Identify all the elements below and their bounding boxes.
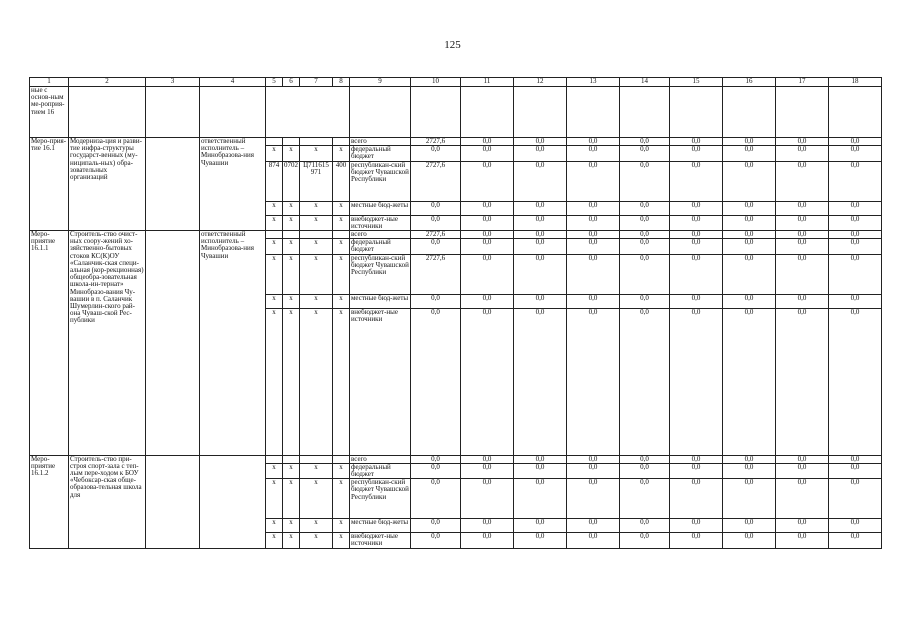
funding-source: всего	[350, 138, 411, 146]
amount-cell: 0,0	[567, 519, 620, 533]
amount-cell: 0,0	[776, 294, 829, 308]
budget-code-cell: x	[266, 239, 283, 254]
table-row	[30, 138, 882, 146]
amount-cell: 0,0	[723, 161, 776, 201]
page-number: 125	[444, 39, 461, 51]
amount-cell: 0,0	[829, 215, 882, 230]
budget-code-cell: 0702	[283, 161, 300, 201]
budget-code-cell: x	[283, 479, 300, 519]
amount-cell: 0,0	[723, 463, 776, 478]
budget-code-cell: x	[300, 239, 333, 254]
budget-code-cell: x	[300, 254, 333, 294]
amount-cell: 0,0	[670, 455, 723, 463]
amount-cell: 0,0	[723, 201, 776, 215]
responsible-executor: ответственный исполнитель – Минобразова-ния Чувашии	[200, 138, 266, 231]
header-cell: 14	[620, 78, 670, 87]
amount-cell: 0,0	[829, 146, 882, 161]
amount-cell: 0,0	[829, 138, 882, 146]
budget-code-cell: x	[266, 215, 283, 230]
amount-cell: 0,0	[776, 455, 829, 463]
amount-cell: 0,0	[670, 231, 723, 239]
amount-cell: 0,0	[670, 161, 723, 201]
amount-cell: 0,0	[620, 239, 670, 254]
funding-source: федеральный бюджет	[350, 463, 411, 478]
amount-cell: 0,0	[829, 201, 882, 215]
measure-name: Меро-приятие 16.1.2	[30, 455, 69, 549]
amount-cell: 0,0	[723, 308, 776, 455]
empty-cell	[350, 87, 411, 138]
budget-code-cell: x	[333, 479, 350, 519]
amount-cell: 0,0	[411, 463, 461, 478]
budget-code-cell: Ц711615 971	[300, 161, 333, 201]
amount-cell: 0,0	[411, 479, 461, 519]
budget-code-cell: x	[333, 254, 350, 294]
budget-code-cell: x	[300, 215, 333, 230]
amount-cell: 2727,6	[411, 254, 461, 294]
amount-cell: 0,0	[670, 201, 723, 215]
budget-code-cell: x	[266, 463, 283, 478]
funding-source: местные бюд-жеты	[350, 519, 411, 533]
amount-cell: 0,0	[776, 463, 829, 478]
amount-cell: 0,0	[514, 463, 567, 478]
budget-code-cell: x	[300, 201, 333, 215]
budget-code-cell: x	[283, 201, 300, 215]
budget-code-cell: x	[300, 519, 333, 533]
amount-cell: 0,0	[829, 231, 882, 239]
continuation-row	[30, 87, 882, 138]
budget-code-cell	[266, 138, 283, 146]
amount-cell: 0,0	[670, 138, 723, 146]
budget-code-cell: x	[333, 146, 350, 161]
budget-code-cell: x	[283, 215, 300, 230]
budget-code-cell: x	[333, 239, 350, 254]
amount-cell: 2727,6	[411, 231, 461, 239]
budget-code-cell	[333, 138, 350, 146]
measure-description: Строитель-ство очист-ных соору-жений хо-зяйственно-бытовых стоков КС(К)ОУ «Саланчик-ская специ-альная (кор-рекционная) общеобра-зовательная школа-ин-тернат» Минобразо-вания Чу-вашии в п. Саланчик Шумерлин-ского рай-она Чуваш-ской Рес-публики	[69, 231, 146, 456]
amount-cell: 0,0	[776, 138, 829, 146]
empty-cell	[69, 87, 146, 138]
budget-code-cell: x	[333, 294, 350, 308]
amount-cell: 0,0	[411, 533, 461, 549]
amount-cell: 0,0	[620, 479, 670, 519]
budget-code-cell	[283, 455, 300, 463]
amount-cell: 0,0	[461, 215, 514, 230]
funding-source: республикан-ский бюджет Чувашской Республики	[350, 161, 411, 201]
budget-code-cell: x	[300, 479, 333, 519]
funding-source: федеральный бюджет	[350, 239, 411, 254]
budget-code-cell: x	[283, 239, 300, 254]
amount-cell: 0,0	[411, 294, 461, 308]
amount-cell: 0,0	[514, 138, 567, 146]
amount-cell: 0,0	[411, 519, 461, 533]
header-cell: 12	[514, 78, 567, 87]
amount-cell: 0,0	[829, 161, 882, 201]
amount-cell: 0,0	[620, 146, 670, 161]
amount-cell: 0,0	[514, 231, 567, 239]
amount-cell: 0,0	[461, 201, 514, 215]
budget-code-cell: x	[333, 463, 350, 478]
budget-code-cell: x	[283, 146, 300, 161]
budget-code-cell: x	[266, 519, 283, 533]
amount-cell: 0,0	[829, 294, 882, 308]
co-executor-cell	[146, 455, 200, 549]
amount-cell: 0,0	[411, 455, 461, 463]
amount-cell: 0,0	[776, 215, 829, 230]
amount-cell: 0,0	[620, 201, 670, 215]
budget-code-cell: 874	[266, 161, 283, 201]
funding-source: республикан-ский бюджет Чувашской Республики	[350, 254, 411, 294]
amount-cell: 0,0	[620, 294, 670, 308]
amount-cell: 0,0	[567, 308, 620, 455]
budget-code-cell: x	[266, 533, 283, 549]
header-cell: 6	[283, 78, 300, 87]
amount-cell: 0,0	[461, 479, 514, 519]
amount-cell: 0,0	[829, 463, 882, 478]
amount-cell: 0,0	[829, 254, 882, 294]
budget-code-cell: x	[283, 254, 300, 294]
amount-cell: 0,0	[411, 146, 461, 161]
continuation-label: ные с основ-ным ме-роприя-тием 16	[30, 87, 69, 138]
amount-cell: 0,0	[461, 294, 514, 308]
empty-cell	[266, 87, 350, 138]
amount-cell: 0,0	[776, 254, 829, 294]
amount-cell: 0,0	[567, 479, 620, 519]
amount-cell: 0,0	[670, 215, 723, 230]
measure-name: Меро-приятие 16.1.1	[30, 231, 69, 456]
amount-cell: 0,0	[670, 479, 723, 519]
amount-cell: 0,0	[670, 463, 723, 478]
budget-code-cell	[333, 455, 350, 463]
amount-cell: 0,0	[567, 455, 620, 463]
amount-cell: 0,0	[776, 231, 829, 239]
amount-cell: 0,0	[620, 215, 670, 230]
amount-cell: 0,0	[411, 215, 461, 230]
budget-code-cell: 400	[333, 161, 350, 201]
amount-cell: 0,0	[723, 455, 776, 463]
amount-cell: 0,0	[567, 215, 620, 230]
table-row	[30, 231, 882, 239]
amount-cell: 0,0	[776, 479, 829, 519]
amount-cell: 0,0	[776, 161, 829, 201]
header-cell: 13	[567, 78, 620, 87]
header-cell: 3	[146, 78, 200, 87]
funding-source: всего	[350, 231, 411, 239]
budget-code-cell: x	[266, 146, 283, 161]
amount-cell: 0,0	[670, 254, 723, 294]
amount-cell: 0,0	[620, 455, 670, 463]
amount-cell: 0,0	[514, 294, 567, 308]
empty-cell	[146, 87, 200, 138]
amount-cell: 0,0	[829, 533, 882, 549]
measure-name: Меро-прия-тие 16.1	[30, 138, 69, 231]
amount-cell: 0,0	[514, 239, 567, 254]
header-cell: 1	[30, 78, 69, 87]
amount-cell: 0,0	[829, 239, 882, 254]
amount-cell: 0,0	[461, 455, 514, 463]
amount-cell: 0,0	[620, 519, 670, 533]
funding-source: местные бюд-жеты	[350, 294, 411, 308]
empty-cell	[200, 87, 266, 138]
amount-cell: 0,0	[567, 146, 620, 161]
amount-cell: 0,0	[620, 308, 670, 455]
amount-cell: 0,0	[567, 254, 620, 294]
amount-cell: 0,0	[461, 231, 514, 239]
budget-code-cell: x	[266, 201, 283, 215]
amount-cell: 0,0	[723, 533, 776, 549]
amount-cell: 0,0	[567, 138, 620, 146]
header-cell: 10	[411, 78, 461, 87]
amount-cell: 0,0	[514, 161, 567, 201]
amount-cell: 0,0	[514, 533, 567, 549]
empty-cell	[723, 87, 776, 138]
budget-table	[29, 77, 882, 549]
amount-cell: 0,0	[514, 308, 567, 455]
header-cell: 17	[776, 78, 829, 87]
funding-source: внебюджет-ные источники	[350, 533, 411, 549]
amount-cell: 0,0	[567, 533, 620, 549]
amount-cell: 0,0	[461, 533, 514, 549]
amount-cell: 0,0	[776, 519, 829, 533]
amount-cell: 0,0	[776, 239, 829, 254]
amount-cell: 0,0	[723, 146, 776, 161]
amount-cell: 0,0	[620, 533, 670, 549]
budget-code-cell: x	[266, 294, 283, 308]
empty-cell	[567, 87, 620, 138]
amount-cell: 0,0	[723, 239, 776, 254]
empty-cell	[776, 87, 829, 138]
amount-cell: 0,0	[461, 519, 514, 533]
empty-cell	[411, 87, 461, 138]
header-cell: 8	[333, 78, 350, 87]
amount-cell: 0,0	[461, 161, 514, 201]
header-cell: 16	[723, 78, 776, 87]
budget-code-cell: x	[333, 201, 350, 215]
empty-cell	[670, 87, 723, 138]
budget-code-cell: x	[283, 519, 300, 533]
budget-code-cell: x	[300, 294, 333, 308]
budget-code-cell: x	[266, 479, 283, 519]
funding-source: республикан-ский бюджет Чувашской Республики	[350, 479, 411, 519]
amount-cell: 0,0	[461, 254, 514, 294]
amount-cell: 0,0	[514, 215, 567, 230]
amount-cell: 0,0	[411, 308, 461, 455]
budget-code-cell: x	[300, 533, 333, 549]
amount-cell: 0,0	[723, 254, 776, 294]
amount-cell: 0,0	[620, 254, 670, 294]
amount-cell: 0,0	[829, 455, 882, 463]
budget-code-cell	[283, 138, 300, 146]
budget-code-cell	[266, 455, 283, 463]
budget-code-cell: x	[283, 463, 300, 478]
amount-cell: 0,0	[776, 201, 829, 215]
header-cell: 2	[69, 78, 146, 87]
amount-cell: 0,0	[723, 231, 776, 239]
budget-code-cell	[300, 455, 333, 463]
amount-cell: 0,0	[723, 215, 776, 230]
budget-code-cell: x	[300, 146, 333, 161]
amount-cell: 0,0	[620, 138, 670, 146]
amount-cell: 0,0	[776, 308, 829, 455]
budget-code-cell: x	[283, 294, 300, 308]
amount-cell: 0,0	[776, 146, 829, 161]
budget-code-cell: x	[333, 215, 350, 230]
amount-cell: 0,0	[723, 519, 776, 533]
budget-code-cell: x	[266, 254, 283, 294]
amount-cell: 0,0	[461, 308, 514, 455]
funding-source: внебюджет-ные источники	[350, 215, 411, 230]
header-cell: 11	[461, 78, 514, 87]
amount-cell: 0,0	[670, 533, 723, 549]
header-cell: 15	[670, 78, 723, 87]
responsible-executor	[200, 455, 266, 549]
amount-cell: 0,0	[723, 479, 776, 519]
amount-cell: 0,0	[776, 533, 829, 549]
amount-cell: 0,0	[829, 479, 882, 519]
funding-source: федеральный бюджет	[350, 146, 411, 161]
funding-source: всего	[350, 455, 411, 463]
amount-cell: 0,0	[723, 294, 776, 308]
amount-cell: 0,0	[723, 138, 776, 146]
amount-cell: 0,0	[461, 239, 514, 254]
measure-description: Модерниза-ция и разви-тие инфра-структуры государст-венных (му-ниципаль-ных) обра-зовательных организаций	[69, 138, 146, 231]
header-cell: 9	[350, 78, 411, 87]
amount-cell: 0,0	[567, 201, 620, 215]
amount-cell: 0,0	[829, 308, 882, 455]
amount-cell: 0,0	[620, 463, 670, 478]
responsible-executor: ответственный исполнитель – Минобразова-ния Чувашии	[200, 231, 266, 456]
header-cell: 4	[200, 78, 266, 87]
header-row	[30, 78, 882, 87]
amount-cell: 0,0	[670, 308, 723, 455]
empty-cell	[461, 87, 514, 138]
amount-cell: 0,0	[514, 519, 567, 533]
amount-cell: 0,0	[620, 161, 670, 201]
budget-code-cell: x	[266, 308, 283, 455]
empty-cell	[829, 87, 882, 138]
budget-code-cell: x	[333, 308, 350, 455]
budget-code-cell	[300, 138, 333, 146]
amount-cell: 0,0	[514, 479, 567, 519]
budget-code-cell	[300, 231, 333, 239]
amount-cell: 2727,6	[411, 161, 461, 201]
budget-code-cell	[333, 231, 350, 239]
amount-cell: 0,0	[411, 201, 461, 215]
amount-cell: 0,0	[461, 463, 514, 478]
amount-cell: 0,0	[514, 254, 567, 294]
amount-cell: 0,0	[670, 239, 723, 254]
header-cell: 18	[829, 78, 882, 87]
measure-description: Строитель-ство при-строя спорт-зала с теп-лым пере-ходом к БОУ «Чебоксар-ская обще-образова-тельная школа для	[69, 455, 146, 549]
amount-cell: 0,0	[461, 138, 514, 146]
co-executor-cell	[146, 138, 200, 231]
amount-cell: 0,0	[670, 519, 723, 533]
amount-cell: 0,0	[829, 519, 882, 533]
co-executor-cell	[146, 231, 200, 456]
amount-cell: 0,0	[567, 239, 620, 254]
amount-cell: 2727,6	[411, 138, 461, 146]
amount-cell: 0,0	[567, 294, 620, 308]
budget-code-cell	[266, 231, 283, 239]
amount-cell: 0,0	[620, 231, 670, 239]
amount-cell: 0,0	[461, 146, 514, 161]
budget-code-cell	[283, 231, 300, 239]
amount-cell: 0,0	[567, 161, 620, 201]
amount-cell: 0,0	[567, 463, 620, 478]
amount-cell: 0,0	[514, 201, 567, 215]
header-cell: 7	[300, 78, 333, 87]
budget-code-cell: x	[333, 519, 350, 533]
table-row	[30, 455, 882, 463]
amount-cell: 0,0	[514, 455, 567, 463]
funding-source: внебюджет-ные источники	[350, 308, 411, 455]
funding-source: местные бюд-жеты	[350, 201, 411, 215]
budget-code-cell: x	[333, 533, 350, 549]
empty-cell	[514, 87, 567, 138]
amount-cell: 0,0	[670, 146, 723, 161]
budget-code-cell: x	[283, 308, 300, 455]
empty-cell	[620, 87, 670, 138]
amount-cell: 0,0	[670, 294, 723, 308]
budget-code-cell: x	[300, 463, 333, 478]
amount-cell: 0,0	[411, 239, 461, 254]
amount-cell: 0,0	[514, 146, 567, 161]
header-cell: 5	[266, 78, 283, 87]
amount-cell: 0,0	[567, 231, 620, 239]
budget-code-cell: x	[300, 308, 333, 455]
budget-code-cell: x	[283, 533, 300, 549]
